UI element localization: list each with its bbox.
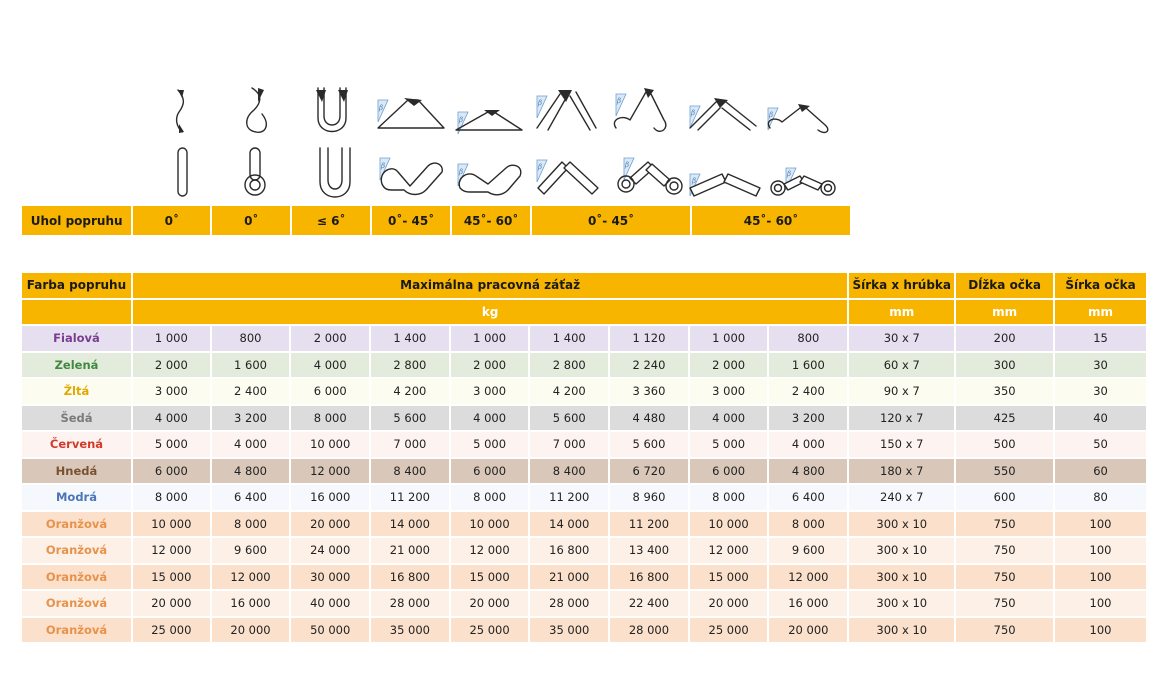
load-cell: 16 000 [291, 485, 369, 510]
load-cell: 20 000 [690, 591, 768, 616]
color-name-cell: Fialová [22, 326, 131, 351]
load-cell: 8 400 [371, 459, 449, 484]
color-name-cell: Hnedá [22, 459, 131, 484]
straight-roundsling-icon [178, 148, 187, 196]
load-cell: 6 720 [610, 459, 688, 484]
angle-cell: 0˚ [133, 206, 210, 235]
load-cell: 5 000 [133, 432, 210, 457]
load-cell: 25 000 [451, 618, 529, 643]
table-row [22, 591, 1146, 616]
load-cell: 2 000 [690, 353, 768, 378]
width-thickness-cell: 300 x 10 [849, 538, 954, 563]
load-cell: 4 800 [212, 459, 290, 484]
table-row [22, 432, 1146, 457]
load-cell: 16 000 [212, 591, 290, 616]
load-cell: 2 240 [610, 353, 688, 378]
table-row [22, 485, 1146, 510]
load-cell: 6 400 [212, 485, 290, 510]
load-cell: 2 800 [530, 353, 608, 378]
load-cell: 5 600 [371, 406, 449, 431]
load-cell: 30 000 [291, 565, 369, 590]
load-cell: 3 200 [212, 406, 290, 431]
table-row [22, 565, 1146, 590]
eye-width-cell: 100 [1055, 538, 1146, 563]
load-cell: 4 200 [530, 379, 608, 404]
load-cell: 1 600 [769, 353, 847, 378]
load-cell: 11 200 [610, 512, 688, 537]
eye-length-cell: 600 [956, 485, 1053, 510]
choke-roundsling-icon [245, 148, 265, 195]
load-cell: 14 000 [371, 512, 449, 537]
load-cell: 35 000 [530, 618, 608, 643]
load-cell: 10 000 [451, 512, 529, 537]
beta-symbol: β [625, 161, 630, 169]
beta-symbol: β [692, 177, 697, 185]
load-cell: 25 000 [133, 618, 210, 643]
load-cell: 10 000 [690, 512, 768, 537]
wide-two-leg-roundsling-icon [690, 174, 760, 196]
unit-mm: mm [956, 300, 1053, 325]
table-row [22, 406, 1146, 431]
table-row [22, 379, 1146, 404]
color-name-cell: Modrá [22, 485, 131, 510]
eye-length-cell: 750 [956, 591, 1053, 616]
load-cell: 5 600 [610, 432, 688, 457]
unit-kg: kg [133, 300, 847, 325]
choke-sling-icon [247, 88, 267, 132]
load-cell: 800 [769, 326, 847, 351]
color-name-cell: Žltá [22, 379, 131, 404]
table-row [22, 353, 1146, 378]
beta-symbol: β [379, 104, 384, 112]
width-thickness-cell: 300 x 10 [849, 618, 954, 643]
load-cell: 2 000 [451, 353, 529, 378]
width-thickness-cell: 300 x 10 [849, 591, 954, 616]
eye-length-cell: 350 [956, 379, 1053, 404]
load-cell: 1 000 [133, 326, 210, 351]
wide-two-leg-choke-icon [768, 104, 828, 132]
angle-cell: 0˚- 45˚ [372, 206, 450, 235]
load-cell: 9 600 [769, 538, 847, 563]
angle-table [20, 204, 852, 237]
load-cell: 4 000 [690, 406, 768, 431]
eye-length-cell: 300 [956, 353, 1053, 378]
load-cell: 20 000 [769, 618, 847, 643]
load-cell: 22 400 [610, 591, 688, 616]
load-cell: 1 000 [690, 326, 768, 351]
load-cell: 8 960 [610, 485, 688, 510]
eye-width-cell: 100 [1055, 591, 1146, 616]
load-cell: 2 400 [212, 379, 290, 404]
beta-symbol: β [459, 168, 464, 176]
width-thickness-cell: 150 x 7 [849, 432, 954, 457]
load-cell: 4 000 [212, 432, 290, 457]
load-cell: 7 000 [371, 432, 449, 457]
load-cell: 6 000 [133, 459, 210, 484]
width-thickness-cell: 120 x 7 [849, 406, 954, 431]
angle-cell: 45˚- 60˚ [452, 206, 530, 235]
load-cell: 3 000 [690, 379, 768, 404]
width-thickness-header: Šírka x hrúbka [849, 273, 954, 298]
angle-cell: 45˚- 60˚ [692, 206, 850, 235]
width-thickness-cell: 300 x 10 [849, 512, 954, 537]
beta-symbol: β [787, 170, 792, 178]
load-cell: 4 800 [769, 459, 847, 484]
load-cell: 3 360 [610, 379, 688, 404]
load-cell: 1 600 [212, 353, 290, 378]
load-cell: 25 000 [690, 618, 768, 643]
unit-mm: mm [849, 300, 954, 325]
color-name-cell: Oranžová [22, 591, 131, 616]
load-cell: 12 000 [690, 538, 768, 563]
load-cell: 6 400 [769, 485, 847, 510]
load-table [20, 271, 1148, 644]
eye-length-cell: 200 [956, 326, 1053, 351]
unit-row [22, 300, 1146, 325]
load-cell: 4 000 [291, 353, 369, 378]
eye-width-cell: 50 [1055, 432, 1146, 457]
unit-blank [22, 300, 131, 325]
load-cell: 1 000 [451, 326, 529, 351]
beta-symbol: β [459, 116, 464, 124]
width-thickness-cell: 90 x 7 [849, 379, 954, 404]
color-name-cell: Zelená [22, 353, 131, 378]
load-cell: 24 000 [291, 538, 369, 563]
load-cell: 8 000 [451, 485, 529, 510]
eye-length-cell: 750 [956, 565, 1053, 590]
load-cell: 2 000 [291, 326, 369, 351]
beta-symbol: β [617, 97, 622, 105]
angle-row [22, 206, 850, 235]
load-cell: 35 000 [371, 618, 449, 643]
beta-symbol: β [538, 163, 543, 171]
load-cell: 16 800 [371, 565, 449, 590]
beta-symbol: β [691, 109, 696, 117]
load-cell: 11 200 [371, 485, 449, 510]
load-cell: 8 000 [291, 406, 369, 431]
load-cell: 9 600 [212, 538, 290, 563]
eye-width-cell: 15 [1055, 326, 1146, 351]
angle-label: Uhol popruhu [22, 206, 131, 235]
color-name-cell: Oranžová [22, 565, 131, 590]
load-cell: 5 000 [451, 432, 529, 457]
width-thickness-cell: 240 x 7 [849, 485, 954, 510]
load-cell: 4 480 [610, 406, 688, 431]
eye-width-cell: 100 [1055, 565, 1146, 590]
load-cell: 4 000 [451, 406, 529, 431]
load-cell: 20 000 [291, 512, 369, 537]
load-cell: 12 000 [291, 459, 369, 484]
load-cell: 20 000 [212, 618, 290, 643]
load-cell: 8 000 [769, 512, 847, 537]
load-cell: 15 000 [133, 565, 210, 590]
load-cell: 8 000 [133, 485, 210, 510]
load-cell: 10 000 [291, 432, 369, 457]
basket-sling-icon [316, 88, 348, 132]
beta-symbol: β [538, 99, 543, 107]
width-thickness-cell: 60 x 7 [849, 353, 954, 378]
two-leg-sling-icon [537, 90, 596, 130]
table-row [22, 538, 1146, 563]
load-cell: 2 000 [133, 353, 210, 378]
load-cell: 8 000 [212, 512, 290, 537]
load-cell: 50 000 [291, 618, 369, 643]
eye-length-cell: 425 [956, 406, 1053, 431]
load-cell: 8 000 [690, 485, 768, 510]
beta-symbol: β [381, 162, 386, 170]
load-cell: 15 000 [690, 565, 768, 590]
width-thickness-cell: 30 x 7 [849, 326, 954, 351]
load-cell: 3 000 [133, 379, 210, 404]
load-cell: 16 800 [610, 565, 688, 590]
header-row [22, 273, 1146, 298]
two-leg-roundsling-icon [537, 160, 598, 194]
eye-width-cell: 40 [1055, 406, 1146, 431]
load-cell: 2 400 [769, 379, 847, 404]
angle-cell: 0˚ [212, 206, 290, 235]
load-cell: 20 000 [133, 591, 210, 616]
load-cell: 8 400 [530, 459, 608, 484]
color-column-header: Farba popruhu [22, 273, 131, 298]
table-row [22, 618, 1146, 643]
load-cell: 21 000 [530, 565, 608, 590]
load-cell: 12 000 [212, 565, 290, 590]
load-cell: 28 000 [610, 618, 688, 643]
straight-sling-icon [177, 90, 184, 133]
load-cell: 4 000 [133, 406, 210, 431]
low-angle-basket-roundsling-icon [458, 164, 521, 195]
unit-mm: mm [1055, 300, 1146, 325]
angle-cell: ≤ 6˚ [292, 206, 370, 235]
width-thickness-cell: 300 x 10 [849, 565, 954, 590]
table-row [22, 512, 1146, 537]
table-row [22, 459, 1146, 484]
width-thickness-cell: 180 x 7 [849, 459, 954, 484]
color-name-cell: Oranžová [22, 538, 131, 563]
sling-figures-bottom [0, 144, 1170, 204]
eye-width-cell: 60 [1055, 459, 1146, 484]
two-leg-choke-roundsling-icon [618, 158, 682, 194]
load-cell: 3 200 [769, 406, 847, 431]
load-cell: 6 000 [690, 459, 768, 484]
load-cell: 16 000 [769, 591, 847, 616]
load-cell: 6 000 [291, 379, 369, 404]
load-cell: 12 000 [769, 565, 847, 590]
eye-length-cell: 500 [956, 432, 1053, 457]
eye-length-cell: 750 [956, 512, 1053, 537]
load-cell: 4 200 [371, 379, 449, 404]
load-cell: 28 000 [530, 591, 608, 616]
load-cell: 1 120 [610, 326, 688, 351]
eye-length-header: Dĺžka očka [956, 273, 1053, 298]
load-cell: 14 000 [530, 512, 608, 537]
basket-roundsling-icon [320, 148, 350, 197]
load-cell: 1 400 [530, 326, 608, 351]
load-cell: 5 000 [690, 432, 768, 457]
color-name-cell: Oranžová [22, 512, 131, 537]
load-cell: 6 000 [451, 459, 529, 484]
color-name-cell: Oranžová [22, 618, 131, 643]
eye-length-cell: 750 [956, 618, 1053, 643]
eye-width-cell: 100 [1055, 618, 1146, 643]
eye-width-cell: 30 [1055, 353, 1146, 378]
eye-width-cell: 100 [1055, 512, 1146, 537]
eye-length-cell: 750 [956, 538, 1053, 563]
eye-width-header: Šírka očka [1055, 273, 1146, 298]
eye-width-cell: 80 [1055, 485, 1146, 510]
angled-basket-sling-icon [378, 98, 444, 128]
load-cell: 10 000 [133, 512, 210, 537]
load-cell: 3 000 [451, 379, 529, 404]
load-cell: 20 000 [451, 591, 529, 616]
load-cell: 16 800 [530, 538, 608, 563]
load-cell: 4 000 [769, 432, 847, 457]
load-cell: 11 200 [530, 485, 608, 510]
table-row [22, 326, 1146, 351]
angle-cell: 0˚- 45˚ [532, 206, 690, 235]
load-cell: 12 000 [451, 538, 529, 563]
wide-two-leg-choke-roundsling-icon [771, 168, 835, 195]
load-cell: 12 000 [133, 538, 210, 563]
two-leg-choke-icon [614, 88, 665, 131]
color-name-cell: Šedá [22, 406, 131, 431]
load-cell: 7 000 [530, 432, 608, 457]
load-cell: 28 000 [371, 591, 449, 616]
eye-width-cell: 30 [1055, 379, 1146, 404]
beta-symbol: β [769, 111, 774, 119]
load-cell: 15 000 [451, 565, 529, 590]
angled-basket-roundsling-icon [380, 158, 442, 195]
load-cell: 13 400 [610, 538, 688, 563]
load-cell: 2 800 [371, 353, 449, 378]
eye-length-cell: 550 [956, 459, 1053, 484]
wide-two-leg-icon [690, 98, 756, 130]
load-cell: 21 000 [371, 538, 449, 563]
low-angle-basket-icon [456, 110, 522, 134]
load-cell: 40 000 [291, 591, 369, 616]
load-cell: 800 [212, 326, 290, 351]
color-name-cell: Červená [22, 432, 131, 457]
load-cell: 5 600 [530, 406, 608, 431]
max-load-header: Maximálna pracovná záťaž [133, 273, 847, 298]
load-cell: 1 400 [371, 326, 449, 351]
